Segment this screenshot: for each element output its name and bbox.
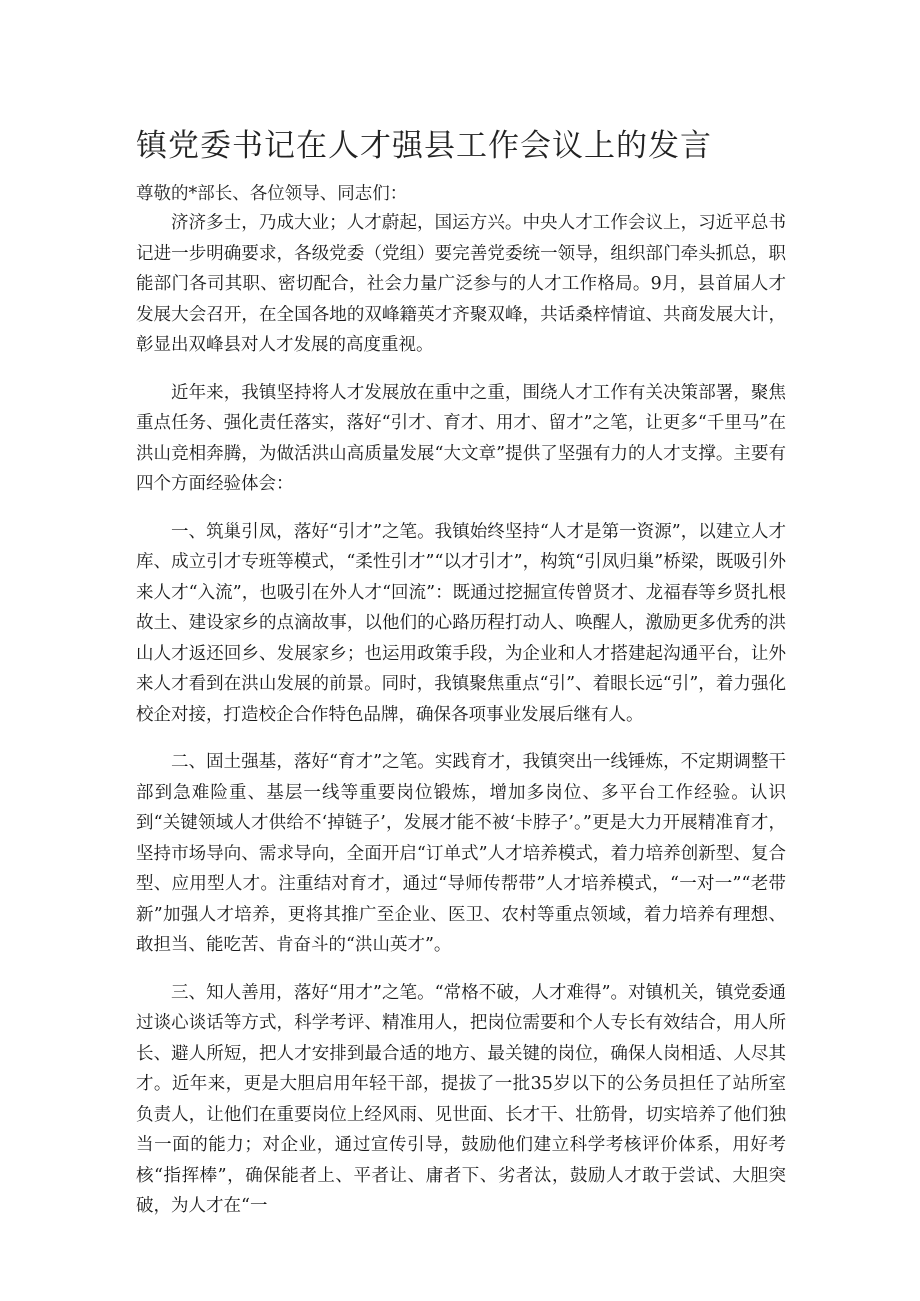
paragraph-talent-utilization: 三、知人善用，落好“用才”之笔。“常格不破，人才难得”。对镇机关，镇党委通过谈心谈话等方式，科学考评、精准用人，把岗位需要和个人专长有效结合，用人所长、避人所短，把人才安排到最合适的地方、最关键的岗位，确保人岗相适、人尽其才。近年来，更是大胆启用年轻干部，提拔了一批35岁以下的公务员担任了站所室负责人，让他们在重要岗位上经风雨、见世面、长才干、壮筋骨，切实培养了他们独当一面的能力；对企业，通过宣传引导，鼓励他们建立科学考核评价体系，用好考核“指挥棒”，确保能者上、平者让、庸者下、劣者汰，鼓励人才敢于尝试、大胆突破，为人才在“一 xyxy=(136,982,786,1216)
document-title: 镇党委书记在人才强县工作会议上的发言 xyxy=(136,128,712,164)
paragraph-opening: 济济多士，乃成大业；人才蔚起，国运方兴。中央人才工作会议上，习近平总书记进一步明确要求，各级党委（党组）要完善党委统一领导，组织部门牵头抓总，职能部门各司其职、密切配合，社会力量广泛参与的人才工作格局。9月，县首届人才发展大会召开，在全国各地的双峰籍英才齐聚双峰，共话桑梓情谊、共商发展大计，彰显出双峰县对人才发展的高度重视。 xyxy=(136,213,786,355)
paragraph-talent-attraction: 一、筑巢引凤，落好“引才”之笔。我镇始终坚持“人才是第一资源”，以建立人才库、成立引才专班等模式，“柔性引才”“以才引才”，构筑“引凤归巢”桥梁，既吸引外来人才“入流”，也吸引在外人才“回流”：既通过挖掘宣传曾贤才、龙福春等乡贤扎根故土、建设家乡的点滴故事，以他们的心路历程打动人、唤醒人，激励更多优秀的洪山人才返还回乡、发展家乡；也运用政策手段，为企业和人才搭建起沟通平台，让外来人才看到在洪山发展的前景。同时，我镇聚焦重点“引”、着眼长远“引”，着力强化校企对接，打造校企合作特色品牌，确保各项事业发展后继有人。 xyxy=(136,521,786,725)
document-body xyxy=(136,208,786,1222)
paragraph-talent-cultivation: 二、固土强基，落好“育才”之笔。实践育才，我镇突出一线锤炼，不定期调整干部到急难险重、基层一线等重要岗位锻炼，增加多岗位、多平台工作经验。认识到“关键领域人才供给不‘掉链子’，发展才能不被‘卡脖子’。”更是大力开展精准育才，坚持市场导向、需求导向，全面开启“订单式”人才培养模式，着力培养创新型、复合型、应用型人才。注重结对育才，通过“导师传帮带”人才培养模式，“一对一”“老带新”加强人才培养，更将其推广至企业、医卫、农村等重点领域，着力培养有理想、敢担当、能吃苦、肯奋斗的“洪山英才”。 xyxy=(136,752,786,955)
paragraph-overview: 近年来，我镇坚持将人才发展放在重中之重，围绕人才工作有关决策部署，聚焦重点任务、强化责任落实，落好“引才、育才、用才、留才”之笔，让更多“千里马”在洪山竞相奔腾，为做活洪山高质量发展“大文章”提供了坚强有力的人才支撑。主要有四个方面经验体会： xyxy=(136,382,786,494)
salutation: 尊敬的*部长、各位领导、同志们： xyxy=(136,184,408,204)
